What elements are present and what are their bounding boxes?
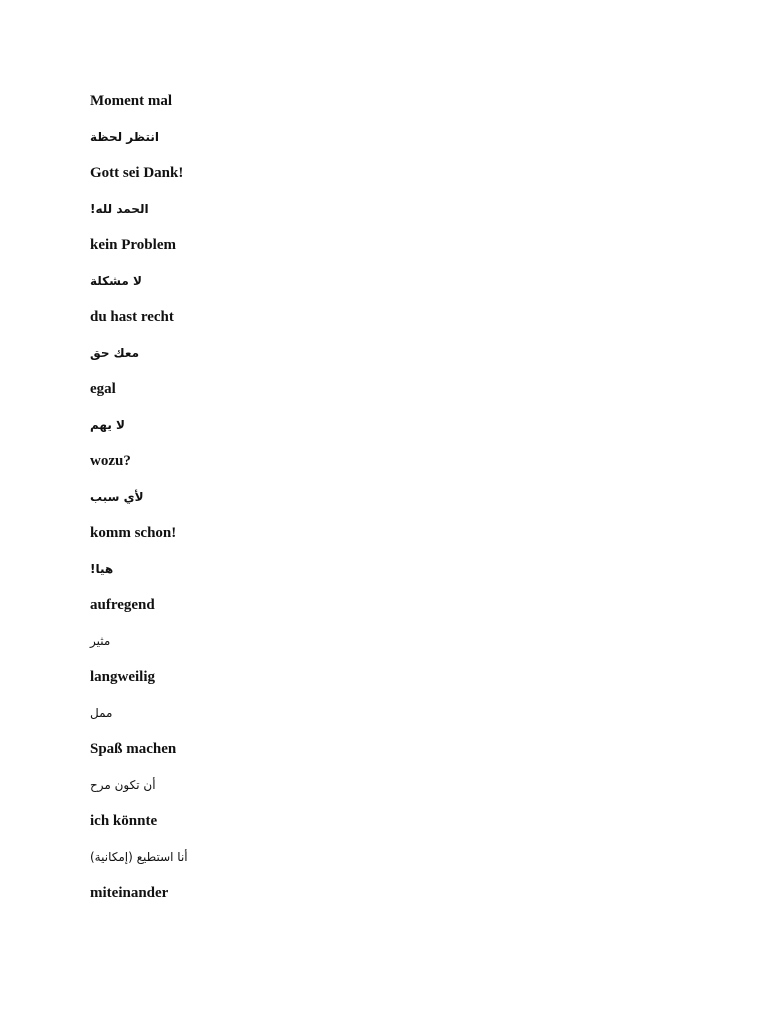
arabic-translation: ممل	[90, 706, 113, 720]
arabic-translation-row	[90, 199, 188, 235]
german-phrase: miteinander	[90, 885, 169, 901]
german-phrase: du hast recht	[90, 309, 174, 325]
arabic-translation: مثير	[90, 634, 111, 648]
arabic-translation-row	[90, 775, 188, 811]
german-phrase: komm schon!	[90, 525, 177, 541]
arabic-translation: لأي سبب	[90, 490, 144, 504]
arabic-translation-row	[90, 415, 188, 451]
arabic-translation: معك حق	[90, 346, 140, 360]
arabic-translation: أنا استطيع (إمكانية)	[90, 850, 188, 864]
arabic-translation: هيا!	[90, 562, 114, 576]
arabic-translation-row	[90, 631, 188, 667]
arabic-translation: لا مشكلة	[90, 274, 142, 288]
german-phrase: kein Problem	[90, 237, 176, 253]
arabic-translation-row	[90, 271, 188, 307]
german-phrase: Gott sei Dank!	[90, 165, 184, 181]
arabic-translation: الحمد لله!	[90, 202, 149, 216]
german-phrase: wozu?	[90, 453, 131, 469]
arabic-translation: أن تكون مرح	[90, 778, 156, 792]
german-phrase: langweilig	[90, 669, 156, 685]
arabic-translation: انتظر لحظة	[90, 130, 159, 144]
arabic-translation-row	[90, 127, 188, 163]
arabic-translation-row	[90, 847, 188, 883]
arabic-translation-row	[90, 487, 188, 523]
german-phrase: aufregend	[90, 597, 155, 613]
arabic-translation-row	[90, 703, 188, 739]
german-phrase: egal	[90, 381, 116, 397]
german-phrase: Spaß machen	[90, 741, 177, 757]
arabic-translation: لا يهم	[90, 418, 125, 432]
vocabulary-list	[90, 91, 188, 919]
arabic-translation-row	[90, 559, 188, 595]
arabic-translation-row	[90, 343, 188, 379]
german-phrase: ich könnte	[90, 813, 158, 829]
german-phrase: Moment mal	[90, 93, 173, 109]
